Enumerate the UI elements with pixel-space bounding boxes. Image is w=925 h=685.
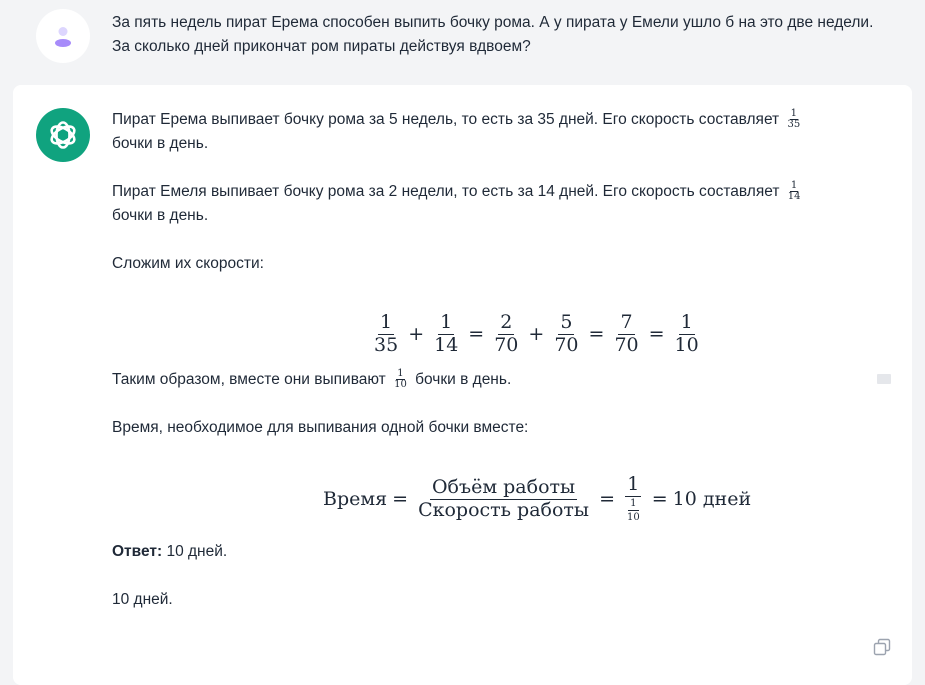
copy-button[interactable]: [870, 635, 894, 659]
paragraph-combined-speed: [112, 368, 872, 392]
math-fraction: [372, 313, 400, 356]
side-marker: [877, 374, 891, 384]
math-operator: =: [651, 488, 668, 511]
fraction-numerator: 1: [440, 311, 453, 333]
user-avatar: [36, 9, 90, 63]
fraction-numerator: 1: [380, 311, 393, 333]
fraction-numerator: 7: [620, 311, 633, 333]
paragraph-final: 10 дней.: [112, 591, 173, 608]
math-fraction: [623, 475, 644, 524]
paragraph-tail: бочки в день.: [415, 371, 512, 388]
fraction-denominator: 70: [554, 333, 579, 356]
math-operator: =: [468, 323, 485, 346]
openai-logo-icon: [46, 118, 80, 152]
nested-fraction: [625, 499, 642, 524]
fraction-numerator: 2: [500, 311, 513, 333]
fraction-numerator: 1: [628, 499, 638, 512]
math-operator: =: [588, 323, 605, 346]
fraction-denominator: 35: [787, 119, 801, 131]
math-operator: +: [528, 323, 545, 346]
paragraph-tail: бочки в день.: [112, 207, 209, 224]
fraction-denominator: 10: [394, 379, 407, 391]
paragraph-tail: бочки в день.: [112, 135, 209, 152]
fraction-numerator: 1: [397, 367, 404, 379]
math-operator: =: [392, 488, 409, 511]
user-message-text: За пять недель пират Ерема способен выпить бочку рома. А у пирата у Емели ушло б на это две недели. За сколько дней прикончат ром пираты действуя вдвоем?: [112, 14, 874, 55]
user-message-row: [0, 0, 925, 85]
user-icon: [53, 25, 73, 47]
math-term: 10 дней: [672, 488, 752, 511]
fraction-denominator: 70: [614, 333, 639, 356]
fraction-numerator: 1: [627, 473, 640, 495]
copy-icon: [873, 638, 891, 656]
inline-fraction: [393, 369, 408, 391]
math-operator: =: [599, 488, 615, 511]
math-fraction: [492, 313, 520, 356]
assistant-message-card: [13, 85, 912, 685]
math-operator: =: [648, 323, 665, 346]
inline-fraction: [787, 181, 802, 203]
paragraph-text: Пират Ерема выпивает бочку рома за 5 недель, то есть за 35 дней. Его скорость составляет: [112, 111, 780, 128]
fraction-numerator: Объём работы: [431, 476, 576, 499]
fraction-denominator: [623, 497, 644, 524]
paragraph-speed-emelya: [112, 180, 872, 228]
fraction-denominator: Скорость работы: [418, 498, 590, 521]
paragraph-answer: [112, 540, 872, 564]
fraction-denominator: 10: [626, 512, 640, 524]
assistant-avatar: [36, 108, 90, 162]
inline-fraction: [786, 109, 801, 131]
fraction-numerator: 1: [790, 179, 798, 191]
math-fraction: [552, 313, 580, 356]
paragraph-speed-erema: [112, 108, 872, 156]
math-fraction: [416, 478, 591, 521]
fraction-denominator: 35: [374, 333, 399, 356]
equation-time: [323, 475, 751, 524]
fraction-denominator: 14: [787, 191, 801, 203]
math-operator: +: [408, 323, 425, 346]
fraction-denominator: 70: [494, 333, 519, 356]
math-fraction: [432, 313, 460, 356]
paragraph-sum-speeds: Сложим их скорости:: [112, 255, 264, 272]
fraction-numerator: 5: [560, 311, 573, 333]
paragraph-time-needed: Время, необходимое для выпивания одной бочки вместе:: [112, 419, 529, 436]
fraction-numerator: 1: [680, 311, 693, 333]
answer-value: 10 дней.: [166, 543, 228, 560]
fraction-numerator: 1: [790, 107, 798, 119]
paragraph-text: Таким образом, вместе они выпивают: [112, 371, 386, 388]
answer-label: Ответ:: [112, 543, 163, 560]
fraction-denominator: 14: [434, 333, 459, 356]
fraction-denominator: 10: [674, 333, 699, 356]
math-fraction: [673, 313, 701, 356]
paragraph-text: Пират Емеля выпивает бочку рома за 2 недели, то есть за 14 дней. Его скорость составляет: [112, 183, 780, 200]
math-fraction: [612, 313, 640, 356]
equation-sum: [369, 313, 704, 356]
math-term: Время: [323, 488, 388, 511]
